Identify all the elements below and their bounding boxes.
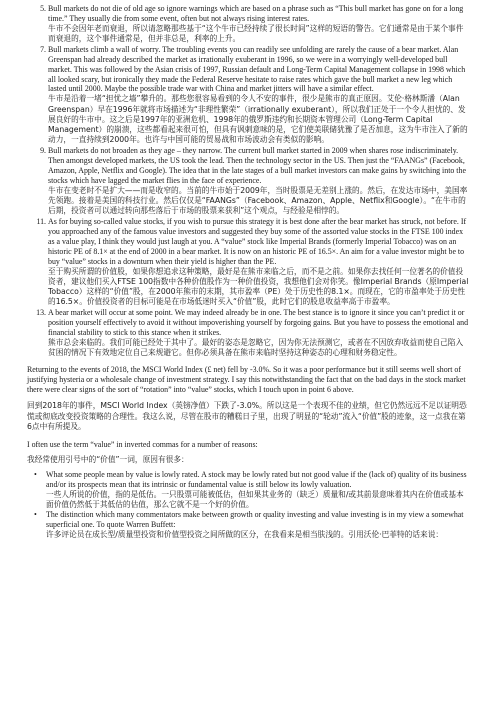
point-11-english: 11. As for buying so-called value stocks, if you wish to pursue this strategy it is best done after the bear market has struck, not before. If you approached any of the famous value investors and suggested they buy some of the assorted value stocks in the FTSE 100 index as a value play, I think they would just laugh at you. A “value” stock like Imperial Brands (formerly Imperial Tobacco) was on an historic PE of 8.1× at the end of 2000 in a bear market. It is now on an historic PE of 16.5×. An aim for a value investor might be to buy “value” stocks in a downturn when their yield is higher than the PE. <box>48 217 467 266</box>
numbered-points-list <box>27 4 470 358</box>
paragraph-inverted-commas-chinese: 我经常使用引号中的“价值”一词，原因有很多： <box>27 455 189 465</box>
bullet-item-lowly-rated <box>34 469 470 510</box>
point-5-chinese: 牛市不会因年老而衰退，所以请忽略那些基于“这个牛市已经持续了很长时间”这样的短语的警告。它们通常是由于某个事件而衰退的，这个事件通常是，但并非总是，利率的上升。 <box>48 23 464 43</box>
point-9 <box>48 146 470 216</box>
point-5-english: 5. Bull markets do not die of old age so ignore warnings which are based on a phrase such as “This bull market has gone on for a long time.” They usually die from some event, often but not always rising interest rates. <box>48 4 464 23</box>
bullet-item-distinction <box>34 510 470 540</box>
bullet-distinction-chinese: 许多评论员在成长型/质量型投资和价值型投资之间所做的区分，在我看来是相当肤浅的。引用沃伦·巴菲特的话来说： <box>46 529 444 539</box>
paragraph-returning-chinese: 回到2018年的事件，MSCI World Index（英镑净值）下跌了-3.0%。所以这是一个表现不佳的业绩，但它仍然远远不足以证明恐慌或彻底改变投资策略的合理性。我这么说，尽管在股市的糟糕日子里，出现了明显的“轮动”流入“价值”股的迹象，这一点我在第6点中有所提及。 <box>27 401 467 431</box>
point-7-chinese: 牛市是沿着一堵“担忧之墙”攀升的。那些您很容易看到的令人不安的事件，很少是熊市的真正原因。艾伦·格林斯潘（Alan Greenspan）早在1996年就将市场描述为“非理性繁荣”（irrationally exuberant），所以我们正处于一个令人担忧的、发展良好的牛市中。这之后是1997年的亚洲危机、1998年的俄罗斯违约和长期资本管理公司（Long-Term Capital Management）的崩溃，这些都看起来很可怕，但具有讽刺意味的是，它们使美联储犹豫了是否加息，这为牛市注入了新的动力，一直持续到2000年。也许与中国可能的贸易战和市场波动会有类似的影响。 <box>48 94 468 145</box>
point-11-chinese: 至于购买所谓的价值股，如果你想追求这种策略，最好是在熊市来临之后，而不是之前。如果你去找任何一位著名的价值投资者，建议他们买入FTSE 100指数中各种价值股作为一种价值投资，我想他们会对你笑。像Imperial Brands（原Imperial Tobacco）这样的“价值”股，在2000年熊市的末期，其市盈率（PE）处于历史性的8.1×。而现在，它的市盈率处于历史性的16.5×。价值投资者的目标可能是在市场低迷时买入“价值”股，此时它们的股息收益率高于市盈率。 <box>48 266 469 307</box>
bullet-dot-icon: • <box>34 469 37 479</box>
point-11 <box>48 217 470 307</box>
bullet-lowly-rated-english: What some people mean by value is lowly rated. A stock may be lowly rated but not good value if the (lack of) quality of its business and/or its prospects mean that its intrinsic or fundamental value is still below its lowly valuation. <box>46 469 467 489</box>
point-5 <box>48 4 470 44</box>
point-9-english: 9. Bull markets do not broaden as they age – they narrow. The current bull market started in 2009 when shares rose indiscriminately. Then amongst developed markets, the US took the lead. Then the technology sector in the US. Then just the “FAANGs” (Facebook, Amazon, Apple, Netflix and Google). The idea that in the late stages of a bull market investors can make gains by switching into the stocks which have lagged the market flies in the face of experience. <box>48 146 466 185</box>
bullet-lowly-rated-chinese: 一些人所说的价值，指的是低估。一只股票可能被低估，但如果其业务的（缺乏）质量和/或其前景意味着其内在价值或基本面价值仍然低于其低估的估值，那么它就不是一个好的价值。 <box>46 489 464 509</box>
point-7 <box>48 45 470 145</box>
paragraph-inverted-commas-english: I often use the term “value” in inverted commas for a number of reasons: <box>27 439 258 449</box>
point-13 <box>48 308 470 358</box>
reasons-bullet-list <box>27 470 470 540</box>
bullet-dot-icon: • <box>34 510 37 519</box>
point-13-chinese: 熊市总会来临的。我们可能已经处于其中了。最好的姿态是忽略它，因为你无法预测它，或者在不因放弃收益而使自己陷入贫困的情况下有效地定位自己来规避它。但你必须具备在熊市来临时坚持这种姿态的心理和财务稳定性。 <box>48 337 464 358</box>
point-7-english: 7. Bull markets climb a wall of worry. The troubling events you can readily see unfolding are rarely the cause of a bear market. Alan Greenspan had already described the market as irrationally exuberant in 1996, so we were in a worryingly well-developed bull market. This was followed by the Asian crisis of 1997, Russian default and Long-Term Capital Management collapse in 1998 which all looked scary, but ironically they made the Federal Reserve hesitate to raise rates which gave the bull market a new leg which lasted until 2000. Maybe the possible trade war with China and market jitters will have a similar effect. <box>48 45 466 94</box>
bullet-distinction-english: The distinction which many commentators make between growth or quality investing and value investing is in my view a somewhat superficial one. To quote Warren Buffett: <box>46 510 464 529</box>
paragraph-returning-english: Returning to the events of 2018, the MSCI World Index (£ net) fell by -3.0%. So it was a poor performance but it still seems well short of justifying hysteria or a wholesale change of investment strategy. I say this notwithstanding the fact that on the bad days in the stock market there were clear signs of the sort of “rotation” into “value” stocks, which I touch upon in point 6 above. <box>27 365 466 395</box>
point-9-chinese: 牛市在变老时不是扩大——而是收窄的。当前的牛市始于2009年，当时股票是无差别上涨的。然后，在发达市场中，美国率先领跑。接着是美国的科技行业。然后仅仅是“FAANGs”（Facebook、Amazon、Apple、Netflix和Google）。“在牛市的后期，投资者可以通过转向那些落后于市场的股票来获利”这个观点，与经验是相悖的。 <box>48 185 468 216</box>
point-13-english: 13. A bear market will occur at some point. We may indeed already be in one. The best stance is to ignore it since you can’t predict it or position yourself effectively to avoid it without impoverishing yourself by forgoing gains. But you have to possess the emotional and financial stability to stick to this stance when it strikes. <box>48 308 469 338</box>
